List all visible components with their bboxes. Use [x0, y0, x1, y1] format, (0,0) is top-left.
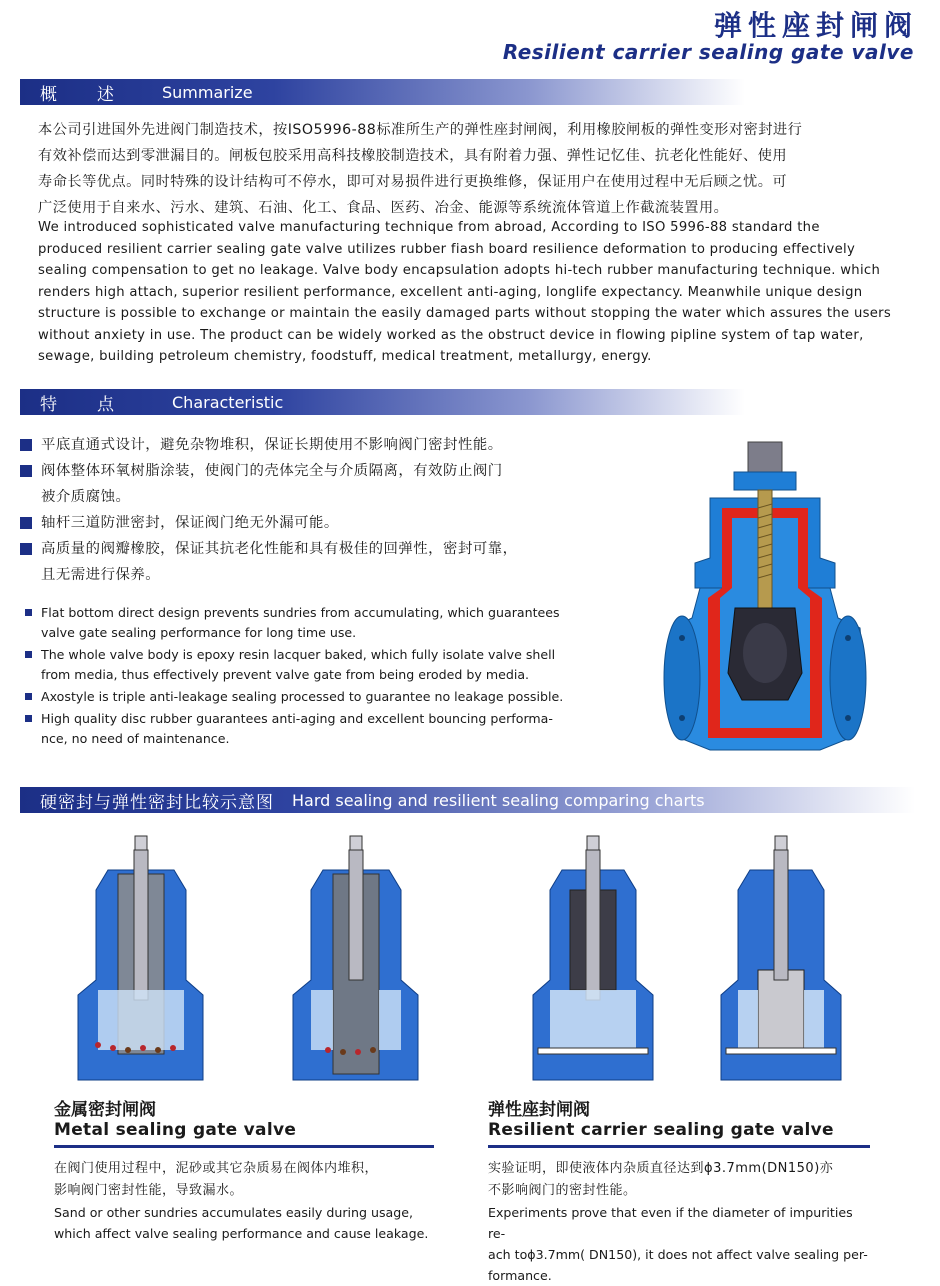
note-line: ach toϕ3.7mm( DN150), it does not affect valve sealing per- — [488, 1247, 868, 1262]
feature-item — [20, 603, 610, 643]
summary-en-line: sealing compensation to get no leakage. Valve body encapsulation adopts hi-tech rubber manufacturing technique. which — [38, 263, 881, 278]
resilient-seal-caption — [488, 1095, 870, 1286]
comparison-section-header — [20, 787, 915, 813]
feature-text: valve gate sealing performance for long time use. — [41, 625, 357, 640]
summary-cn-line: 广泛使用于自来水、污水、建筑、石油、化工、食品、医药、冶金、能源等系统流体管道上作截流装置用。 — [38, 200, 729, 216]
feature-text: Flat bottom direct design prevents sundries from accumulating, which guarantees — [41, 605, 560, 620]
metal-seal-caption — [54, 1095, 434, 1244]
feature-item — [20, 432, 600, 458]
feature-text: 阀体整体环氧树脂涂装，使阀门的壳体完全与介质隔离，有效防止阀门 — [41, 463, 503, 479]
summarize-section-header — [20, 79, 745, 105]
summary-en-line: structure is possible to exchange or maintain the easily damaged parts without stopping the water which assures the users — [38, 306, 892, 321]
metal-seal-valve-open-drawing — [78, 836, 203, 1080]
note-line: formance. — [488, 1268, 552, 1283]
square-bullet-icon — [25, 609, 32, 616]
feature-text: Axostyle is triple anti-leakage sealing processed to guarantee no leakage possible. — [41, 689, 564, 704]
square-bullet-icon — [20, 543, 32, 555]
metal-seal-title-en: Metal sealing gate valve — [54, 1120, 297, 1140]
square-bullet-icon — [20, 439, 32, 451]
feature-item — [20, 709, 610, 749]
feature-text: 轴杆三道防泄密封，保证阀门绝无外漏可能。 — [41, 515, 339, 531]
resilient-seal-title-en: Resilient carrier sealing gate valve — [488, 1120, 834, 1140]
caption-divider — [54, 1145, 434, 1148]
resilient-seal-title-cn: 弹性座封闸阀 — [488, 1100, 590, 1120]
caption-divider — [488, 1145, 870, 1148]
note-line: Experiments prove that even if the diameter of impurities re- — [488, 1205, 853, 1241]
summary-cn-line: 寿命长等优点。同时特殊的设计结构可不停水，即可对易损件进行更换维修，保证用户在使用过程中无后顾之忧。可 — [38, 174, 788, 190]
summarize-heading-cn: 概 述 — [40, 84, 116, 105]
characteristic-list-en — [20, 603, 610, 751]
note-line: Sand or other sundries accumulates easily during usage, — [54, 1205, 414, 1220]
summarize-text-en — [38, 217, 928, 368]
square-bullet-icon — [20, 517, 32, 529]
feature-text: The whole valve body is epoxy resin lacquer baked, which fully isolate valve shell — [41, 647, 556, 662]
feature-text: from media, thus effectively prevent valve gate from being eroded by media. — [41, 667, 530, 682]
valve-comparison-drawings — [68, 830, 888, 1090]
square-bullet-icon — [25, 693, 32, 700]
characteristic-heading-cn: 特 点 — [40, 394, 116, 415]
note-line: 影响阀门密封性能，导致漏水。 — [54, 1183, 244, 1198]
feature-text: 被介质腐蚀。 — [41, 489, 131, 505]
summarize-text-cn — [38, 117, 926, 221]
feature-text: 平底直通式设计，避免杂物堆积，保证长期使用不影响阀门密封性能。 — [41, 437, 503, 453]
resilient-seal-valve-open-drawing — [533, 836, 653, 1080]
feature-item — [20, 645, 610, 685]
feature-item — [20, 536, 600, 588]
feature-text: nce, no need of maintenance. — [41, 731, 230, 746]
summary-en-line: sewage, building petroleum chemistry, foodstuff, medical treatment, metallurgy, energy. — [38, 349, 652, 364]
metal-seal-note-cn — [54, 1158, 434, 1202]
characteristic-heading-en: Characteristic — [172, 392, 284, 412]
feature-item — [20, 687, 610, 707]
note-line: 在阀门使用过程中，泥砂或其它杂质易在阀体内堆积， — [54, 1161, 379, 1176]
feature-text: 且无需进行保养。 — [41, 567, 161, 583]
resilient-seal-note-en — [488, 1202, 870, 1286]
summary-en-line: We introduced sophisticated valve manufacturing technique from abroad, According to ISO 5996-88 standard the — [38, 220, 820, 235]
feature-item — [20, 458, 600, 510]
note-line: 不影响阀门的密封性能。 — [488, 1183, 637, 1198]
characteristic-section-header — [20, 389, 745, 415]
summary-en-line: produced resilient carrier sealing gate valve utilizes rubber fiash board resilience deformation to producing effectively — [38, 241, 856, 257]
note-line: which affect valve sealing performance and cause leakage. — [54, 1226, 429, 1241]
square-bullet-icon — [25, 651, 32, 658]
characteristic-list-cn — [20, 432, 600, 588]
gate-valve-cutaway-image — [660, 438, 870, 756]
metal-seal-valve-closed-drawing — [293, 836, 418, 1080]
summary-en-line: renders high attach, superior resilient performance, excellent anti-aging, longlife expectancy. Meanwhile unique design — [38, 284, 863, 300]
comparison-heading-en: Hard sealing and resilient sealing comparing charts — [292, 790, 705, 810]
feature-text: High quality disc rubber guarantees anti-aging and excellent bouncing performa- — [41, 711, 553, 726]
metal-seal-title-cn: 金属密封闸阀 — [54, 1100, 156, 1120]
summary-cn-line: 本公司引进国外先进阀门制造技术，按ISO5996-88标准所生产的弹性座封闸阀，利用橡胶闸板的弹性变形对密封进行 — [38, 122, 803, 138]
resilient-seal-note-cn — [488, 1158, 870, 1202]
square-bullet-icon — [20, 465, 32, 477]
comparison-heading-cn: 硬密封与弹性密封比较示意图 — [40, 792, 274, 813]
note-line: 实验证明，即使液体内杂质直径达到ϕ3.7mm(DN150)亦 — [488, 1161, 834, 1176]
page-title-en: Resilient carrier sealing gate valve — [502, 40, 914, 64]
summary-en-line: without anxiety in use. The product can be widely worked as the obstruct device in flowing pipline system of tap water, — [38, 327, 864, 343]
feature-text: 高质量的阀瓣橡胶，保证其抗老化性能和具有极佳的回弹性，密封可靠， — [41, 541, 518, 557]
feature-item — [20, 510, 600, 536]
page-title-cn: 弹性座封闸阀 — [713, 9, 918, 42]
square-bullet-icon — [25, 715, 32, 722]
resilient-seal-valve-closed-drawing — [721, 836, 841, 1080]
summary-cn-line: 有效补偿而达到零泄漏目的。闸板包胶采用高科技橡胶制造技术，具有附着力强、弹性记忆佳、抗老化性能好、使用 — [38, 148, 788, 164]
metal-seal-note-en — [54, 1202, 434, 1244]
summarize-heading-en: Summarize — [162, 82, 253, 102]
